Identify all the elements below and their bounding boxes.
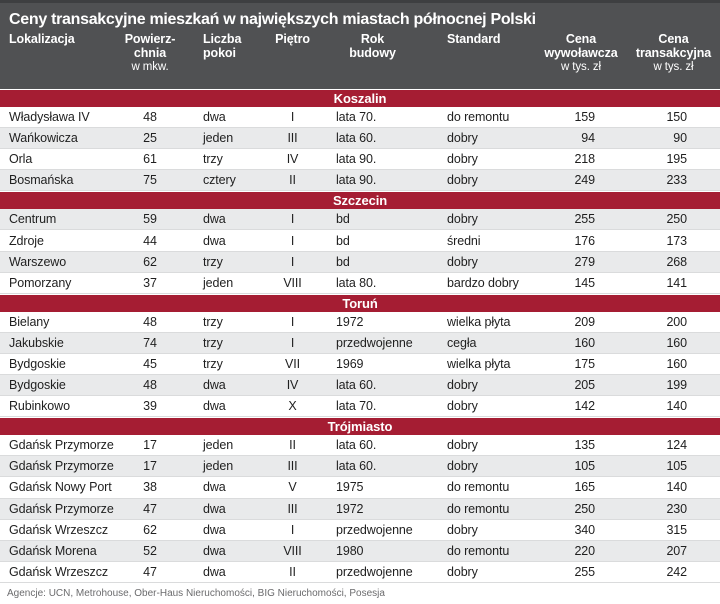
cell-powierzchnia: 48 [143,110,157,125]
cell-lokalizacja: Jakubskie [9,335,64,350]
column-headers [0,33,720,75]
cell-powierzchnia: 48 [143,378,157,393]
cell-pietro: VIII [283,543,302,558]
cell-standard: do remontu [447,480,510,495]
cell-lokalizacja: Wańkowicza [9,131,78,146]
table-row [0,456,720,477]
cell-rok-budowy: lata 60. [336,438,377,453]
cell-cena-wywolawcza: 209 [574,314,595,329]
cell-cena-wywolawcza: 255 [574,564,595,579]
cell-lokalizacja: Gdańsk Wrzeszcz [9,522,108,537]
cell-liczba-pokoi: dwa [203,501,226,516]
section-rows-koszalin [0,107,720,191]
cell-lokalizacja: Bosmańska [9,173,74,188]
column-header-line: wywoławcza [544,45,618,60]
cell-pietro: II [289,564,296,579]
cell-liczba-pokoi: dwa [203,110,226,125]
table-header [0,0,720,89]
cell-cena-wywolawcza: 250 [574,501,595,516]
cell-cena-transakcyjna: 150 [666,110,687,125]
source-note: Agencje: UCN, Metrohouse, Ober-Haus Nieruchomości, BIG Nieruchomości, Posesja [0,583,720,604]
cell-rok-budowy: lata 60. [336,131,377,146]
cell-standard: wielka płyta [447,314,511,329]
section-rows-torun [0,312,720,417]
cell-powierzchnia: 17 [143,438,157,453]
column-header-liczba-pokoi [190,33,265,75]
cell-pietro: I [290,212,295,227]
cell-rok-budowy: bd [336,212,350,227]
cell-pietro: III [287,459,298,474]
cell-cena-wywolawcza: 340 [574,522,595,537]
cell-pietro: I [290,110,295,125]
column-header-cena-wywolawcza [535,33,627,75]
cell-lokalizacja: Centrum [9,212,57,227]
cell-pietro: III [287,501,298,516]
cell-rok-budowy: przedwojenne [336,564,413,579]
cell-cena-transakcyjna: 141 [666,275,687,290]
table-row [0,477,720,498]
cell-pietro: X [288,399,297,414]
cell-powierzchnia: 59 [143,212,157,227]
cell-cena-wywolawcza: 145 [574,275,595,290]
cell-standard: do remontu [447,110,510,125]
cell-cena-transakcyjna: 160 [666,335,687,350]
cell-powierzchnia: 17 [143,459,157,474]
cell-lokalizacja: Bydgoskie [9,378,66,393]
cell-liczba-pokoi: dwa [203,399,226,414]
cell-liczba-pokoi: dwa [203,378,226,393]
table-row [0,354,720,375]
cell-liczba-pokoi: jeden [203,131,234,146]
cell-cena-transakcyjna: 200 [666,314,687,329]
cell-pietro: IV [286,152,299,167]
table-row [0,562,720,583]
cell-pietro: I [290,522,295,537]
column-header-line: chnia [133,45,167,60]
table-row [0,375,720,396]
cell-rok-budowy: 1969 [336,356,364,371]
cell-standard: dobry [447,459,478,474]
table-row [0,396,720,417]
cell-cena-wywolawcza: 142 [574,399,595,414]
cell-cena-transakcyjna: 90 [673,131,687,146]
table-row [0,209,720,230]
cell-rok-budowy: lata 90. [336,173,377,188]
cell-standard: dobry [447,564,478,579]
cell-standard: dobry [447,131,478,146]
cell-standard: cegła [447,335,477,350]
cell-cena-transakcyjna: 268 [666,254,687,269]
cell-pietro: IV [286,378,299,393]
table-row [0,312,720,333]
cell-rok-budowy: bd [336,233,350,248]
cell-liczba-pokoi: trzy [203,335,223,350]
cell-cena-transakcyjna: 124 [666,438,687,453]
column-header-rok-budowy [320,33,425,75]
cell-standard: średni [447,233,481,248]
column-header-unit: w tys. zł [561,61,601,73]
cell-rok-budowy: przedwojenne [336,335,413,350]
section-rows-szczecin [0,209,720,293]
cell-powierzchnia: 48 [143,314,157,329]
cell-pietro: VII [285,356,300,371]
cell-rok-budowy: lata 80. [336,275,377,290]
cell-cena-transakcyjna: 250 [666,212,687,227]
section-band-torun: Toruń [0,294,720,312]
column-header-powierzchnia [110,33,190,75]
cell-standard: dobry [447,254,478,269]
cell-pietro: II [289,438,296,453]
cell-standard: dobry [447,152,478,167]
cell-cena-transakcyjna: 195 [666,152,687,167]
cell-cena-wywolawcza: 165 [574,480,595,495]
cell-cena-wywolawcza: 135 [574,438,595,453]
cell-cena-transakcyjna: 105 [666,459,687,474]
cell-liczba-pokoi: jeden [203,438,234,453]
cell-pietro: III [287,131,298,146]
cell-cena-transakcyjna: 173 [666,233,687,248]
cell-cena-wywolawcza: 255 [574,212,595,227]
cell-lokalizacja: Bydgoskie [9,356,66,371]
cell-powierzchnia: 61 [143,152,157,167]
cell-pietro: I [290,314,295,329]
cell-lokalizacja: Gdańsk Wrzeszcz [9,564,108,579]
section-rows-trojmiasto [0,435,720,583]
cell-powierzchnia: 62 [143,254,157,269]
cell-lokalizacja: Pomorzany [9,275,72,290]
cell-lokalizacja: Rubinkowo [9,399,70,414]
column-header-line: Cena [565,32,597,46]
section-band-trojmiasto: Trójmiasto [0,417,720,435]
cell-cena-wywolawcza: 218 [574,152,595,167]
cell-cena-transakcyjna: 140 [666,480,687,495]
column-header-line: Liczba [203,32,242,46]
cell-rok-budowy: lata 60. [336,378,377,393]
cell-lokalizacja: Gdańsk Nowy Port [9,480,112,495]
cell-pietro: I [290,335,295,350]
cell-liczba-pokoi: dwa [203,233,226,248]
cell-cena-transakcyjna: 242 [666,564,687,579]
cell-liczba-pokoi: dwa [203,522,226,537]
table-row [0,128,720,149]
cell-standard: bardzo dobry [447,275,519,290]
cell-powierzchnia: 47 [143,564,157,579]
column-header-line: Standard [447,32,501,46]
cell-cena-transakcyjna: 140 [666,399,687,414]
cell-rok-budowy: 1975 [336,480,364,495]
cell-rok-budowy: lata 70. [336,399,377,414]
column-header-line: budowy [349,45,396,60]
cell-cena-wywolawcza: 175 [574,356,595,371]
cell-cena-wywolawcza: 160 [574,335,595,350]
cell-cena-transakcyjna: 199 [666,378,687,393]
cell-liczba-pokoi: dwa [203,212,226,227]
column-header-line: transakcyjna [635,45,712,60]
cell-rok-budowy: przedwojenne [336,522,413,537]
table-row [0,170,720,191]
column-header-line: Rok [360,32,385,46]
cell-cena-wywolawcza: 94 [581,131,595,146]
column-header-standard [425,33,535,75]
column-header-line: Cena [658,32,689,46]
cell-standard: do remontu [447,501,510,516]
cell-powierzchnia: 37 [143,275,157,290]
table-row [0,541,720,562]
cell-lokalizacja: Gdańsk Morena [9,543,97,558]
cell-pietro: I [290,254,295,269]
table-row [0,230,720,251]
cell-cena-wywolawcza: 249 [574,173,595,188]
cell-lokalizacja: Gdańsk Przymorze [9,438,114,453]
cell-liczba-pokoi: cztery [203,173,236,188]
cell-lokalizacja: Orla [9,152,33,167]
cell-cena-transakcyjna: 160 [666,356,687,371]
cell-liczba-pokoi: dwa [203,480,226,495]
cell-powierzchnia: 62 [143,522,157,537]
column-header-line: pokoi [203,45,236,60]
cell-liczba-pokoi: trzy [203,314,223,329]
column-header-line: Lokalizacja [9,32,75,46]
cell-powierzchnia: 38 [143,480,157,495]
cell-liczba-pokoi: trzy [203,356,223,371]
cell-lokalizacja: Warszewo [9,254,67,269]
column-header-unit: w mkw. [131,61,169,73]
cell-standard: wielka płyta [447,356,511,371]
cell-pietro: II [289,173,296,188]
cell-lokalizacja: Gdańsk Przymorze [9,501,114,516]
cell-standard: dobry [447,378,478,393]
cell-powierzchnia: 25 [143,131,157,146]
cell-rok-budowy: lata 90. [336,152,377,167]
cell-cena-transakcyjna: 233 [666,173,687,188]
cell-cena-wywolawcza: 105 [574,459,595,474]
cell-rok-budowy: 1972 [336,501,364,516]
cell-liczba-pokoi: trzy [203,152,223,167]
cell-powierzchnia: 45 [143,356,157,371]
table-row [0,333,720,354]
cell-standard: dobry [447,173,478,188]
cell-rok-budowy: 1980 [336,543,364,558]
table-row [0,520,720,541]
table-row [0,273,720,294]
cell-cena-wywolawcza: 159 [574,110,595,125]
cell-standard: dobry [447,522,478,537]
cell-rok-budowy: 1972 [336,314,364,329]
cell-standard: dobry [447,212,478,227]
cell-cena-wywolawcza: 220 [574,543,595,558]
column-header-lokalizacja [0,33,110,75]
cell-cena-transakcyjna: 230 [666,501,687,516]
cell-pietro: V [288,480,297,495]
cell-rok-budowy: lata 70. [336,110,377,125]
column-header-line: Piętro [275,32,310,46]
column-header-cena-transakcyjna [627,33,720,75]
column-header-line: Powierz- [124,32,176,46]
section-band-szczecin: Szczecin [0,191,720,209]
cell-rok-budowy: lata 60. [336,459,377,474]
column-header-pietro [265,33,320,75]
cell-powierzchnia: 52 [143,543,157,558]
cell-liczba-pokoi: dwa [203,543,226,558]
cell-standard: do remontu [447,543,510,558]
cell-liczba-pokoi: jeden [203,459,234,474]
cell-pietro: I [290,233,295,248]
cell-cena-wywolawcza: 279 [574,254,595,269]
cell-lokalizacja: Władysława IV [9,110,90,125]
table-row [0,107,720,128]
section-band-koszalin: Koszalin [0,89,720,107]
cell-cena-transakcyjna: 315 [666,522,687,537]
cell-cena-transakcyjna: 207 [666,543,687,558]
cell-cena-wywolawcza: 176 [574,233,595,248]
cell-powierzchnia: 47 [143,501,157,516]
page-title: Ceny transakcyjne mieszkań w największych miastach północnej Polski [9,11,536,28]
cell-liczba-pokoi: jeden [203,275,234,290]
table-row [0,499,720,520]
cell-powierzchnia: 74 [143,335,157,350]
cell-powierzchnia: 75 [143,173,157,188]
cell-lokalizacja: Gdańsk Przymorze [9,459,114,474]
table-row [0,435,720,456]
cell-liczba-pokoi: trzy [203,254,223,269]
cell-pietro: VIII [283,275,302,290]
column-header-unit: w tys. zł [653,61,694,73]
cell-rok-budowy: bd [336,254,350,269]
cell-powierzchnia: 44 [143,233,157,248]
cell-cena-wywolawcza: 205 [574,378,595,393]
cell-lokalizacja: Zdroje [9,233,44,248]
cell-liczba-pokoi: dwa [203,564,226,579]
table-row [0,149,720,170]
cell-powierzchnia: 39 [143,399,157,414]
cell-standard: dobry [447,399,478,414]
table-row [0,252,720,273]
cell-standard: dobry [447,438,478,453]
cell-lokalizacja: Bielany [9,314,50,329]
